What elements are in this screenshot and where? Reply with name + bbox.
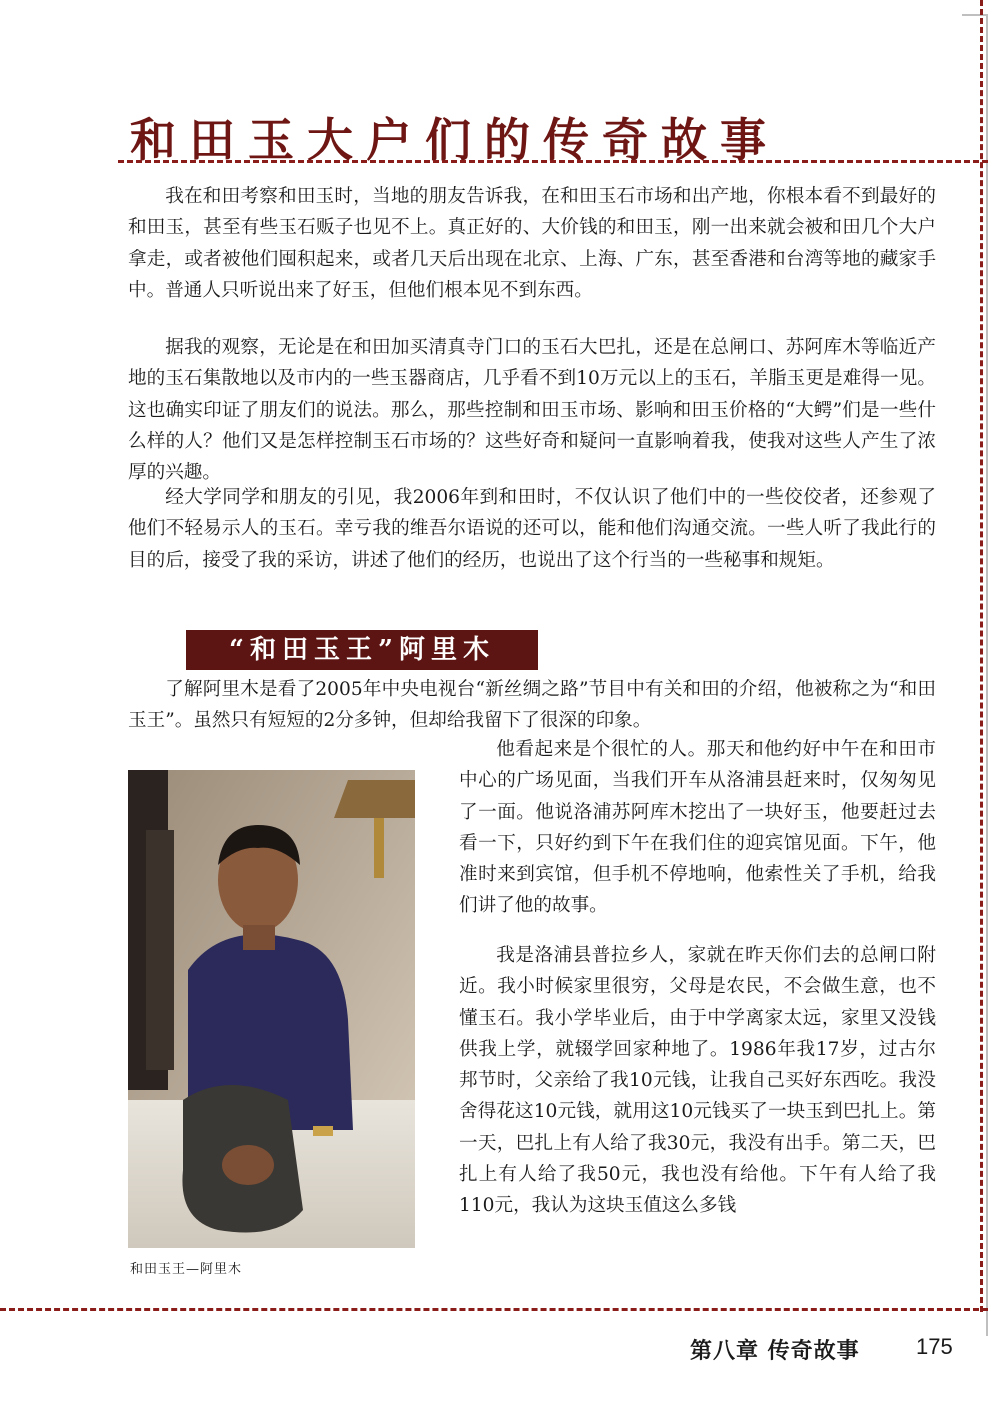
- page-number: 175: [916, 1334, 953, 1359]
- section-heading: “和田玉王”阿里木: [186, 630, 538, 670]
- footer-chapter-name: 第八章 传奇故事: [690, 1338, 860, 1364]
- paragraph-3: 经大学同学和朋友的引见，我2006年到和田时，不仅认识了他们中的一些佼佼者，还参观了他们不轻易示人的玉石。幸亏我的维吾尔语说的还可以，能和他们沟通交流。一些人听了我此行的目的后，接受了我的采访，讲述了他们的经历，也说出了这个行当的一些秘事和规矩。: [128, 487, 936, 571]
- story-paragraph-2: 我是洛浦县普拉乡人，家就在昨天你们去的总闸口附近。我小时候家里很穷，父母是农民，不会做生意，也不懂玉石。我小学毕业后，由于中学离家太远，家里又没钱供我上学，就辍学回家种地了。1986年我17岁，过古尔邦节时，父亲给了我10元钱，让我自己买好东西吃。我没舍得花这10元钱，就用这10元钱买了一块玉到巴扎上。第一天，巴扎上有人给了我30元，我没有出手。第二天，巴扎上有人给了我50元，我也没有给他。下午有人给了我110元，我认为这块玉值这么多钱: [459, 945, 936, 1217]
- portrait-photo-image: [128, 770, 415, 1248]
- story-paragraph-1: 他看起来是个很忙的人。那天和他约好中午在和田市中心的广场见面，当我们开车从洛浦县赶来时，仅匆匆见了一面。他说洛浦苏阿库木挖出了一块好玉，他要赶过去看一下，只好约到下午在我们住的迎宾馆见面。下午，他准时来到宾馆，但手机不停地响，他索性关了手机，给我们讲了他的故事。: [459, 739, 936, 917]
- page-corner-frame: [962, 14, 988, 1336]
- footer-dashed-divider: [0, 1308, 988, 1311]
- section-intro: 了解阿里木是看了2005年中央电视台“新丝绸之路”节目中有关和田的介绍，他被称之为“和田玉王”。虽然只有短短的2分多钟，但却给我留下了很深的印象。: [128, 679, 936, 732]
- paragraph-1: 我在和田考察和田玉时，当地的朋友告诉我，在和田玉石市场和出产地，你根本看不到最好的和田玉，甚至有些玉石贩子也见不上。真正好的、大价钱的和田玉，刚一出来就会被和田几个大户拿走，或者被他们囤积起来，或者几天后出现在北京、上海、广东，甚至香港和台湾等地的藏家手中。普通人只听说出来了好玉，但他们根本见不到东西。: [128, 186, 936, 301]
- paragraph-2: 据我的观察，无论是在和田加买清真寺门口的玉石大巴扎，还是在总闸口、苏阿库木等临近产地的玉石集散地以及市内的一些玉器商店，几乎看不到10万元以上的玉石，羊脂玉更是难得一见。这也确实印证了朋友们的说法。那么，那些控制和田玉市场、影响和田玉价格的“大鳄”们是一些什么样的人？他们又是怎样控制玉石市场的？这些好奇和疑问一直影响着我，使我对这些人产生了浓厚的兴趣。: [128, 337, 936, 484]
- photo-caption: 和田玉王—阿里木: [130, 1262, 243, 1277]
- portrait-photo: [128, 770, 415, 1248]
- page-footer: [690, 1334, 970, 1370]
- right-dashed-border: [980, 0, 983, 1312]
- title-dashed-divider: [118, 160, 988, 163]
- chapter-title: 和田玉大户们的传奇故事: [130, 113, 779, 167]
